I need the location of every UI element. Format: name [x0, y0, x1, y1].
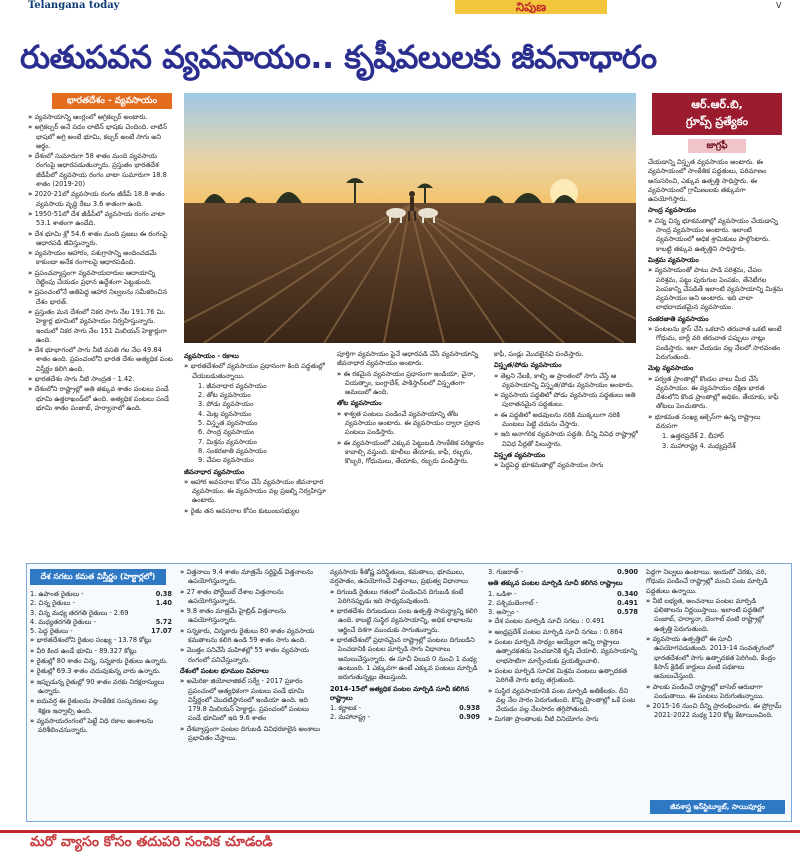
geography-tag: జాగ్రఫీ: [688, 139, 746, 153]
rrb-title: ఆర్.ఆర్.బి,: [691, 98, 743, 111]
col5-text: » చిన్న చిన్న భూకమతాల్లో వ్యవసాయం చేయడాన్ని సాంద్ర వ్యవసాయం అంటారు. ఇలాంటి వ్యవసాయంలో అధిక శ్రామికులు పాల్గొంటారు. కాబట్టి తక్కువ ఉత్పత్తిని సాధిస్తారు.: [648, 217, 784, 254]
farm-size-value: 5.72: [155, 617, 172, 626]
stats-col2-text: » అమెరికా జియోలాజికల్ సర్వే - 2017 ప్రకారం ప్రపంచంలో అత్యధికంగా పంటలు పండే భూమి విస్తీర్ణంలో మొదటిస్థానంలో ఇండియా ఉంది. ఇది 179.8 మిలియన్ హెక్టార్లు. ప్రపంచంలో పంటలు పండే భూమిలో ఇది 9.6 శాతం: [180, 677, 322, 723]
farm-field-photo: [184, 93, 636, 343]
col2-bullet-1: » ఆహార అవసరాల కోసం చేసే వ్యవసాయం జీవనాధార వ్యవసాయం. ఈ వ్యవసాయం వల్ల ప్రజల్ని నిర్వహిస్తూ ఉంటారు.: [184, 478, 329, 506]
col1-bullet: » ప్రపంచవ్యాప్తంగా వ్యవసాయదారుల ఆదాయాన్ని రెట్టింపు చేయడం ప్రధాన ఉద్దేశంగా పెట్టుకుంది.: [28, 269, 174, 288]
stats-col4-table-row: [488, 599, 638, 608]
col5-heading: మెట్ల వ్యవసాయం: [648, 364, 694, 373]
col5-text: » పంటలను క్రాస్ చేసి ఒకదాని తరువాత ఒకటి అంటే గోధుమ, బార్లీ వరి తరువాత పప్పులు నాట్లు పండిస్తారు. ఇలా చేయడం వల్ల నేలలో సారవంతం పెరుగుతుంది.: [648, 325, 784, 362]
farming-type-item: 7. మిశ్రమ వ్యవసాయం: [198, 437, 258, 446]
stats-col3-text: » భారతదేశం దిగుబడులు పంట ఉత్పత్తి సామర్థ్యాన్ని కలిగి ఉంది. కాబట్టి సుస్థిర వ్యవసాయాన్ని, అధిక లాభాలను ఆర్జించే దిశగా ముందుకు సాగుతున్నారు.: [330, 607, 480, 635]
col3-bullet-3: » ఈ వ్యవసాయంలో ఎక్కువ పెట్టుబడి సాంకేతిక పరిజ్ఞానం కావాల్సి వస్తుంది. కూలీలు తేయాకు, కాఫీ, రబ్బరు, కొబ్బరి, గోధుమలు, తేయాకు, రబ్బరు పండిస్తారు.: [337, 439, 487, 467]
farming-type-item: 9. చేపల వ్యవసాయం: [198, 456, 254, 465]
farm-size-label: 3. చిన్న మధ్య తరగతి రైతులు - 2.69: [30, 608, 129, 617]
col5-text: 1. ఉత్తరప్రదేశ్ 2. బీహార్: [662, 432, 724, 441]
col2-heading: వ్యవసాయం - రకాలు: [184, 352, 239, 360]
farm-size-row: [30, 590, 172, 599]
stats-col4-text: » సుస్థిర వ్యవసాయానికి పంట మార్పిడి అతికీలకం. దీని వల్ల నేల సారం పెరుగుతుంది. కొన్ని ప్రాంతాల్లో ఒకే పంట వేయడం వల్ల నేలసారం తగ్గిపోతుంది.: [488, 687, 638, 715]
stats-col4-text: » దేశ పంటల మార్పిడి సూచీ సగటు : 0.491: [488, 617, 638, 626]
col5-text: చేయడాన్ని విస్తృత వ్యవసాయం అంటారు. ఈ వ్యవసాయంలో సాంకేతిక పద్ధతులు, పరిమాణం అనుసరించి, ఎక్కువ ఉత్పత్తి సాధిస్తారు. ఈ వ్యవసాయంలో గ్రామీణులకు తక్కువగా ఉపయోగిస్తారు.: [648, 158, 767, 204]
stats-bullet: » ఇప్పుడున్న రైతుల్లో 90 శాతం వరకు నిరక్షరాస్యులు ఉన్నారు.: [30, 678, 172, 697]
stats-col3-row-label: 1. కర్ణాటక -: [330, 704, 362, 713]
col1-bullet: » ప్రపంచంలోనే అతిపెద్ద ఆహార నిల్వలను సమీకరించిన దేశం భారత్.: [28, 288, 174, 307]
farming-type-item: 5. విస్తృత వ్యవసాయం: [198, 419, 258, 428]
stats-column-5: [646, 568, 784, 796]
stats-col2-heading: దేశంలో పంటల భూముల వివరాలు: [180, 666, 269, 675]
stats-col3-table-row: [330, 704, 480, 713]
col5-text: » వ్యవసాయంతో పాటు పాడి పరిశ్రమ, చేపల పరిశ్రమ, పట్టు పురుగుల పెంపకం, తేనెటీగల పెంపకాన్ని చేపడితే ఇలాంటి వ్యవసాయాన్ని మిశ్రమ వ్యవసాయం అని అంటారు. ఇది చాలా లాభదాయకమైన వ్యవసాయం.: [648, 266, 784, 312]
col4-bullet-5: » పెద్దపెద్ద భూకమతాల్లో వ్యవసాయం సాగు: [494, 461, 640, 470]
col5-text: 3. మహారాష్ట్ర 4. మధ్యప్రదేశ్: [662, 441, 736, 450]
stats-column-4: [488, 568, 638, 816]
stats-col4-row-value: 0.900: [617, 568, 638, 576]
col3-para: పూర్తిగా వ్యవసాయం పైనే ఆధారపడి చేసే వ్యవసాయాన్ని జీవనాధార వ్యవసాయం అంటారు.: [337, 350, 478, 368]
stats-col3-row-value: 0.909: [459, 713, 480, 722]
stats-col5-text: » వ్యవసాయ ఉత్పత్తిలో ఈ సూచీ ఉపయోగపడుతుంది. 2013-14 సంవత్సరంలో భారతదేశంలో సాగు ఉత్పాదకత పెరిగింది. కేంద్రం కిసాన్ క్రెడిట్ కార్డులు వంటి పథకాలు అమలుచేస్తుంది.: [646, 635, 784, 681]
stats-col5-text: » నీటి లభ్యత, అంచనాలు పంటల మార్పిడి ఫలితాలను నిర్ణయిస్తాయి. ఇలాంటి పద్ధతిలో పంజాబ్, హర్యానా, బెంగాల్ వంటి రాష్ట్రాల్లో ఉత్పత్తి పెరుగుతుంది.: [646, 597, 784, 634]
stats-column-3: [330, 568, 480, 816]
stats-bullet: » ఐదువర్ష ఈ రైతులను సాంకేతిక సంస్కరణల వల్ల శిక్షణ ఇవ్వాల్సి ఉంది.: [30, 697, 172, 716]
col1-bullet: » ప్రస్తుతం మన దేశంలో నికర సాగు నేల 191.76 మి. హెక్టార్ల భూమిలో వ్యవసాయం నిర్వహిస్తున్నారు. ఇందులో నికర సాగు నేల 151 మిలియన్ హెక్టార్లుగా ఉంది.: [28, 308, 174, 345]
farming-type-item: 3. పోడు వ్యవసాయం: [198, 400, 254, 409]
farm-size-row: [30, 599, 172, 608]
stats-col2-text: » విత్తనాలు 9.4 శాతం మాత్రమే సర్టిఫైడ్ విత్తనాలను ఉపయోగిస్తున్నారు.: [180, 568, 322, 587]
stats-col5-text: » పాలకు పండించే రాష్ట్రాల్లో బాసెల్ ఆరుబాగా పండుతాయి. ఈ పంటలు పెరుగుతున్నాయి.: [646, 683, 784, 702]
farming-type-item: 1. జీవనాధార వ్యవసాయం: [198, 381, 267, 390]
col1-bullet: » 2020-21లో వ్యవసాయ రంగం జీడీపీ 18.8 శాతం వ్యవసాయ వృద్ధి రేటు 3.6 శాతంగా ఉంది.: [28, 190, 174, 209]
col4-para: కాఫీ, పండ్లు మొదలైనవి పండిస్తారు.: [494, 350, 584, 358]
col5-heading: మిశ్రమ వ్యవసాయం: [648, 255, 699, 264]
col1-bullet: » వ్యవసాయం ఆహారం, పశుగ్రాసాన్ని అందించడమే కాకుండా అనేక రంగాలపై ఆధారపడింది.: [28, 249, 174, 268]
stats-column-1: [30, 590, 172, 816]
col1-bullet: » దేశ భూభాగంలో సాగు నీటి వసతి గల నేల 49.84 శాతం ఉంది. ప్రపంచంలోని భారత దేశం అత్యధిక పంట విస్తీర్ణం కలిగి ఉంది.: [28, 346, 174, 374]
stats-bullet: » వ్యవసాయరంగంలో పెట్టే విధి రకాల అంశాలను పరిశీలించనున్నారు.: [30, 717, 172, 736]
col2-bullet-2: » రైతు తన అవసరాల కోసం కుటుంబసభ్యుల: [184, 507, 329, 516]
stats-col4-table-row: [488, 590, 638, 599]
stats-col2-text: » మొత్తం పనిచేసే మహిళల్లో 55 శాతం వ్యవసాయ రంగంలో పనిచేస్తున్నారు.: [180, 646, 322, 665]
col5-heading: సాంద్ర వ్యవసాయం: [648, 206, 696, 215]
col4-bullet-1: » తెల్లని నేలకి, కాల్చి ఆ ప్రాంతంలో సాగు చేస్తే ఆ వ్యవసాయాన్ని విస్తృత/పోడు వ్యవసాయం అంటారు.: [494, 372, 640, 391]
stats-col3-text: » దిగుబడి రైతులు గతంలో పండించిన దిగుబడి కంటే పెరిగినప్పుడు ఇది సాధ్యమవుతుంది.: [330, 588, 480, 607]
farm-size-row: [30, 618, 172, 627]
stats-bullet: » భారతదేశంలోని రైతుల సంఖ్య - 13.78 కోట్లు: [30, 636, 172, 645]
stats-col3-text: » భారతదేశంలో ప్రధానమైన రాష్ట్రాల్లో పంటలు దిగుబడిని పెంచడానికి పంటల మార్పిడి సాగు విధానాలు అమలుచేస్తున్నారు. ఈ సూచీ విలువ 0 నుంచి 1 మధ్య ఉంటుంది. 1 ఎక్కువగా ఉంటే ఎక్కువ పంటలు మార్పిడి జరుగుతున్నట్లు తెలుస్తుంది.: [330, 636, 480, 682]
col1-bullet: » దేశ భూమి శ్లో 54.6 శాతం మంది ప్రజలు ఈ రంగంపై ఆధారపడి జీవిస్తున్నారు.: [28, 230, 174, 249]
column-4: [494, 350, 640, 555]
column-2: [184, 350, 329, 555]
col1-bullet: » అగ్రికల్చర్ అనే పదం లాటిన్ భాషకు చెందింది. లాటిన్ భాషలో అగ్రి అంటే భూమి, కల్చర్ అంటే సాగు అని అర్థం.: [28, 123, 174, 151]
col2-heading-2: జీవనాధార వ్యవసాయం: [184, 467, 245, 476]
stats-column-2: [180, 568, 322, 816]
stats-col2-text: » 27 శాతం పోర్టేబుల్ దేశాల విత్తనాలను ఉపయోగిస్తున్నారు.: [180, 588, 322, 607]
article-headline: రుతుపవన వ్యవసాయం.. కృషీవలులకు జీవనాధారం: [20, 38, 657, 76]
column-3: [337, 350, 487, 555]
col3-heading: తోట వ్యవసాయం: [337, 399, 382, 408]
stats-col2-text: » సన్నకారు, చిన్నకారు రైతులు 80 శాతం వ్యవసాయ కమతాలను కలిగి ఉండి 59 శాతం సాగు ఉంది.: [180, 627, 322, 646]
stats-col4-row-value: 0.340: [617, 589, 638, 598]
section-label: భారతదేశం - వ్యవసాయం: [52, 93, 172, 109]
farming-type-item: 2. తోట వ్యవసాయం: [198, 391, 251, 400]
stats-col4-table-row: [488, 568, 638, 577]
stats-col4-text: » పంటల మార్పిడి సూచిక మిశ్రమ పంటలు ఉత్పాదకత పెరిగితే సాగు ఖర్చు తగ్గుతుంది.: [488, 667, 638, 686]
stats-col4-row-value: 0.578: [617, 608, 638, 617]
masthead-section-title: నిపుణ: [455, 0, 607, 14]
stats-col4-row-value: 0.491: [617, 598, 638, 607]
col3-bullet-2: » శాశ్వత పంటలు పండించే వ్యవసాయాన్ని తోట వ్యవసాయం అంటారు. ఈ వ్యవసాయం ద్వారా ప్రధాన పంటలు పండిస్తారు.: [337, 410, 487, 438]
stats-col3-heading: 2014-15లో అత్యధిక పంటల మార్పిడి సూచీ కలిగిన రాష్ట్రాలు: [330, 684, 470, 702]
farm-size-value: 0.38: [155, 590, 172, 598]
col4-bullet-4: » ఇది అనాగరిక వ్యవసాయ పద్ధతి. దీన్ని వివిధ రాష్ట్రాల్లో వివిధ పేర్లతో పిలుస్తారు.: [494, 430, 640, 449]
stats-col4-text: » పంటల మార్పిడి సాధ్యం అయ్యేలా అన్ని రాష్ట్రాలు ఉత్పాదకతను పెంచడానికి కృషి చేయాలి. వ్యవసాయాన్ని లాభసాటిగా మార్చేందుకు ప్రయత్నించాలి.: [488, 638, 638, 666]
masthead-edge: V: [776, 1, 782, 10]
stats-col3-row-value: 0.938: [459, 704, 480, 713]
col3-bullet-1: » ఈ రకమైన వ్యవసాయం ప్రధానంగా ఇండియా, చైనా, వియత్నాం, బంగ్లాదేశ్, పాకిస్తాన్‌లలో విస్తృతంగా అమలులో ఉంది.: [337, 370, 487, 398]
farming-types-list: [184, 382, 329, 466]
stats-col4-text: » మిగతా ప్రాంతాలకు నీటి వినియోగం సాగు: [488, 715, 638, 724]
farm-size-value: 1.40: [155, 599, 172, 608]
stats-col4-text: » ఆంధ్రప్రదేశ్ పంటల మార్పిడి సూచీ సగటు : 0.864: [488, 628, 638, 637]
farming-type-item: 4. మెట్ల వ్యవసాయం: [198, 409, 252, 418]
col4-heading: విస్తృత/పోడు వ్యవసాయం: [494, 361, 562, 370]
col1-bullet: » వ్యవసాయాన్ని ఆంగ్లంలో అగ్రికల్చర్ అంటారు.: [28, 113, 174, 122]
stats-col2-text: » దేశవ్యాప్తంగా పంటల దిగుబడి వివిధరకాలైన అంశాలు ప్రభావితం చేస్తాయి.: [180, 725, 322, 744]
stats-col4-row-label: 3. గుజరాత్ -: [488, 568, 524, 576]
col1-bullet: » భారతదేశం సాగు నీటి సాంద్రత - 1.42.: [28, 375, 174, 384]
col5-heading: సంకరజాతి వ్యవసాయం: [648, 314, 709, 323]
stats-col4-heading: అతి తక్కువ పంటల మార్పిడి సూచీ కలిగిన రాష్ట్రాలు: [488, 579, 623, 588]
col5-text: » పర్వత ప్రాంతాల్లో కొండల వాలు మీద చేసే వ్యవసాయం. ఈ వ్యవసాయం దక్షిణ భారత దేశంలోని కొండ ప్రాంతాల్లో అధికం. తేయాకు, కాఫీ తోటలు పెంచుతారు.: [648, 375, 784, 412]
rrb-subtitle: గ్రూప్స్ ప్రత్యేకం: [685, 115, 749, 128]
stats-col2-text: » 9.8 శాతం మాత్రమే హైబ్రిడ్ విత్తనాలను ఉపయోగిస్తున్నారు.: [180, 607, 322, 626]
col5-text: » భూకమత సంఖ్య ఆక్సెస్‌గా ఉన్న రాష్ట్రాలు వరుసగా: [648, 413, 784, 432]
rrb-groups-box: [652, 93, 782, 135]
stats-col3-row-label: 2. మహారాష్ట్ర -: [330, 713, 370, 722]
farm-size-value: 17.07: [151, 627, 172, 636]
stats-col3-text: వ్యవసాయ శీతోష్ణ పరిస్థితులు, కమతాలు, భూములు, వర్షపాతం, ఉపయోగించే విత్తనాలు, ప్రభుత్వ విధానాలు: [330, 568, 468, 586]
stats-col4-table-row: [488, 608, 638, 617]
masthead: [0, 0, 800, 14]
next-article-teaser: మరో వ్యాసం కోసం తదుపరి సంచిక చూడండి: [30, 834, 273, 850]
stats-col4-row-label: 2. పశ్చిమబెంగాల్ -: [488, 598, 538, 607]
farm-size-label: 4. మధ్యతరగతి రైతులు -: [30, 617, 96, 626]
stats-col5-text: పెద్దగా నిల్వలు ఉంటాయి. ఇందులో చెరకు, వరి, గోధుమ పండించే రాష్ట్రాల్లో మంచి పంట మార్పిడి పద్ధతులు ఉన్నాయి.: [646, 568, 768, 595]
farm-size-label: 5. పెద్ద రైతులు -: [30, 627, 73, 636]
stats-bullet: » రైతుల్లో 80 శాతం చిన్న, సన్నకారు రైతులు ఉన్నారు.: [30, 657, 172, 666]
column-1: [28, 113, 174, 553]
col4-bullet-3: » ఈ పద్ధతిలో అడవులను నరికి ముక్కలుగా నరికి మంటలు పెట్టి చదును చేస్తారు.: [494, 411, 640, 430]
stats-col3-table-row: [330, 713, 480, 722]
farm-size-label: 2. చిన్న రైతులు -: [30, 599, 75, 608]
farm-size-label: 1. ఉపాంత రైతులు -: [30, 590, 84, 598]
farming-type-item: 6. సాంద్ర వ్యవసాయం: [198, 428, 255, 437]
col1-bullet: » దేశంలో సుమారుగా 58 శాతం మంది వ్యవసాయ రంగంపై ఆధారపడుతున్నారు. ప్రస్తుతం భారతదేశ జీడీపీలో వ్యవసాయ రంగం వాటా సుమారుగా 18.8 శాతం (2019-20): [28, 152, 174, 189]
col4-heading-2: విస్తృత వ్యవసాయం: [494, 450, 546, 459]
stats-col4-row-label: 1. ఒడిశా -: [488, 589, 517, 598]
col4-bullet-2: » వ్యవసాయ పద్ధతిలో పోడు వ్యవసాయ పద్ధతులు అతి పురాతనమైన పద్ధతులు.: [494, 391, 640, 410]
farm-size-row: [30, 627, 172, 636]
col1-bullet: » 1950-51లో దేశ జీడీపీలో వ్యవసాయ రంగం వాటా 53.1 శాతంగా ఉండేది.: [28, 210, 174, 229]
stats-bullet: » రైతుల్లో 69.3 శాతం చదువుకున్న వారు ఉన్నారు.: [30, 667, 172, 676]
author-credit-tag: జీవశాస్త్ర ఇన్‌స్టిట్యూట్, సాయిపూర్ణం: [650, 800, 785, 814]
column-5: [648, 158, 784, 556]
farming-type-item: 8. సంకరజాతి వ్యవసాయం: [198, 446, 267, 455]
stats-col5-text: » 2015-16 నుంచి దీన్ని ప్రారంభించారు. ఈ ప్రోగ్రామ్ 2021-2022 మధ్య 120 కోట్ల కేటాయించింది.: [646, 702, 784, 721]
masthead-brand: Telangana today: [28, 0, 120, 11]
farm-field-illustration: [184, 93, 636, 343]
col1-bullet: » దేశంలోని రాష్ట్రాల్లో అతి తక్కువ శాతం పంటలు పండే భూమి ఉత్తరాఖండ్‌లో ఉంది. అత్యధిక పంటలు పండే భూమి శాతం పంజాబ్, హర్యానాలో ఉంది.: [28, 385, 174, 413]
stats-bullet: » వీరి కింద ఉండే భూమి - 89.327 కోట్లు: [30, 647, 172, 656]
stats-col4-row-label: 3. అస్సాం -: [488, 608, 519, 617]
col2-intro: » భారతదేశంలో వ్యవసాయం ప్రధానంగా కింది పద్ధతుల్లో చేయబడుతున్నాయి.: [184, 362, 329, 381]
farm-size-row: [30, 609, 172, 618]
stats-box-label: దేశ సగటు కమత విస్తీర్ణం (హెక్టార్లలో): [30, 569, 166, 585]
